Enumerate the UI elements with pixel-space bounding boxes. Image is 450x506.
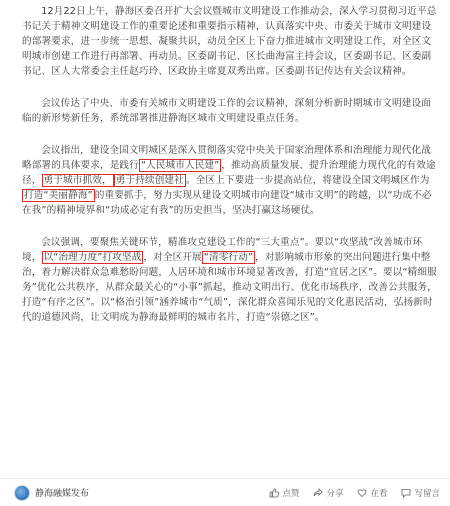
like-label: 点赞 bbox=[282, 488, 300, 499]
paragraph-3-text-b: ，推动高质量发展、提升治理能力现代化的有效途径， bbox=[22, 160, 436, 186]
paragraph-3 bbox=[22, 143, 440, 218]
share-label: 分享 bbox=[326, 488, 344, 499]
share-icon bbox=[313, 488, 323, 498]
action-bar bbox=[255, 487, 440, 499]
collect-label: 在看 bbox=[370, 488, 388, 499]
comment-icon bbox=[401, 488, 411, 498]
paragraph-1: 12月22日上午，静海区委召开扩大会议暨城市文明建设工作推动会，深入学习贯彻习近平总书记关于精神文明建设工作的重要论述和重要指示精神，认真落实中央、市委关于城市文明建设的部署要求，进一步统一思想、凝聚共识，动员全区上下奋力推进城市文明建设工作，对全区文明城市创建工作进行再部署、再动员。区委副书记、区长曲海富主持会议，区委副书记、区委副书记、区人大常委会主任赵巧玲、区政协主席夏双秀出席。区委副书记传达有关会议精神。 bbox=[22, 6, 437, 77]
account-avatar[interactable] bbox=[14, 485, 30, 501]
highlight-city-effect: 勇于城市抓效， bbox=[43, 175, 112, 186]
paragraph-3-text-d: 的重要抓手，努力实现从建设文明城市向建设“城市文明”的跨越，以“功成不必在我”的精神境界和“功成必定有我”的历史担当，坚决打赢这场硬仗。 bbox=[22, 190, 432, 216]
article-footer bbox=[0, 478, 450, 506]
highlight-beautiful-jinghai: 打造“美丽静海” bbox=[24, 190, 93, 201]
paragraph-2: 会议传达了中央、市委有关城市文明建设工作的会议精神，深刻分析新时期城市文明建设面临的新形势新任务，系统部署推进静海区城市文明建设重点任务。 bbox=[22, 98, 431, 124]
comment-button[interactable] bbox=[401, 487, 440, 499]
comment-label: 写留言 bbox=[414, 488, 440, 499]
highlight-people-city: “人民城市人民建” bbox=[140, 160, 220, 171]
account-name[interactable]: 静海融媒发布 bbox=[35, 489, 90, 499]
paragraph-3-text-c: 。全区上下要进一步提高站位，将建设全国文明城区作为 bbox=[185, 175, 430, 186]
paragraph-4-text-a: 会议强调，要聚焦关键环节，精准攻克建设工作的“三大重点”。要以“攻坚战”改善城市环境， bbox=[22, 237, 423, 263]
paragraph-3-text-a: 会议指出，建设全国文明城区是深入贯彻落实党中央关于国家治理体系和治理能力现代化战略部署的具体要求，是践行 bbox=[22, 145, 431, 171]
share-button[interactable] bbox=[313, 487, 343, 499]
collect-button[interactable] bbox=[357, 487, 387, 499]
paragraph-4-text-c: ，对影响城市形象的突出问题进行集中整治，着力解决群众急难愁盼问题，人居环境和城市环境显著改善，打造“宜居之区”。要以“精细服务”优化公共秩序，从群众最关心的“小事”抓起，推动文明出行、优化市场秩序，改善公共服务，打造“有序之区”。以“格治引领”涵养城市“气质”，深化群众喜闻乐见的文化惠民活动，弘扬新时代的道德风尚，让文明成为静海最鲜明的城市名片，打造“崇德之区”。 bbox=[22, 252, 437, 323]
paragraph-4 bbox=[22, 235, 440, 325]
highlight-governance: 以“治理力度”打攻坚战 bbox=[43, 252, 142, 263]
heart-icon bbox=[357, 488, 367, 498]
article-body bbox=[22, 4, 440, 325]
paragraph-4-text-b: ，对全区开展 bbox=[143, 252, 202, 263]
highlight-clear-action: “清零行动” bbox=[203, 252, 254, 263]
thumbs-up-icon bbox=[269, 488, 279, 498]
like-button[interactable] bbox=[269, 487, 299, 499]
highlight-create-society: 勇于持续创建社 bbox=[115, 175, 184, 186]
